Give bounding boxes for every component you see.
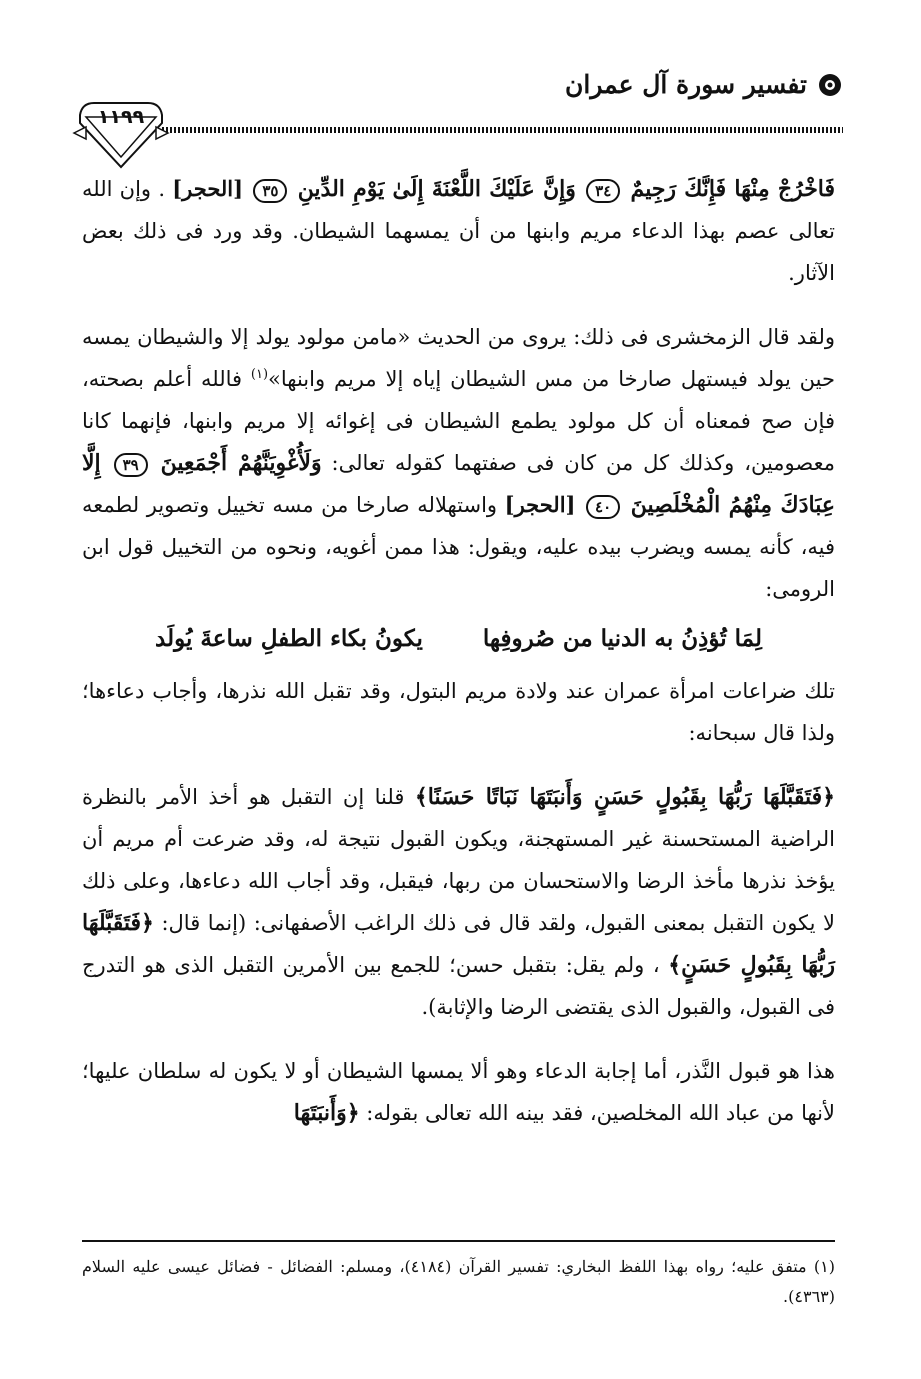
running-head — [565, 70, 843, 99]
paragraph-4 — [82, 776, 835, 1028]
paragraph-2 — [82, 316, 835, 610]
paragraph-text: ، ولم يقل: بتقبل حسن؛ للجمع بين الأمرين التقبل الذى هو التدرج فى القبول، والقبول الذى يقتضى الرضا والإثابة). — [82, 953, 835, 1019]
paragraph-1 — [82, 168, 835, 294]
quran-quote: وَإِنَّ عَلَيْكَ اللَّعْنَةَ إِلَىٰ يَوْمِ الدِّينِ — [297, 176, 576, 202]
surah-reference: [الحجر] — [172, 176, 244, 201]
ayah-number: ٤٠ — [586, 495, 620, 519]
paragraph-text: قلنا إن التقبل هو أخذ الأمر بالنظرة الراضية المستحسنة غير المستهجنة، ويكون القبول نتيجة له، وقد ضرعت أم مريم أن يؤخذ نذرها مأخذ الرضا والاستحسان من ربها، فيقبل، وقد أجاب الله دعاءها، وعلى ذلك لا يكون التقبل بمعنى القبول، ولقد قال فى ذلك الراغب الأصفهانى: (إنما قال: — [82, 785, 835, 935]
paragraph-3 — [82, 670, 835, 754]
surah-reference: [الحجر] — [504, 492, 576, 517]
ayah-number: ٣٤ — [586, 179, 620, 203]
ayah-number: ٣٩ — [114, 453, 148, 477]
paragraph-text: ولقد قال الزمخشرى فى ذلك: يروى من الحديث «مامن مولود يولد إلا والشيطان يمسه حين يولد فيستهل صارخا من مس الشيطان إياه إلا مريم وابنها» — [82, 325, 835, 391]
footnote-marker: (١) — [250, 367, 269, 382]
main-text — [82, 168, 835, 1134]
paragraph-text: هذا هو قبول النَّذر، أما إجابة الدعاء وهو ألا يمسها الشيطان أو لا يكون له سلطان عليها؛ لأنها من عباد الله المخلصين، فقد بينه الله تعالى بقوله: — [82, 1059, 835, 1125]
quran-quote: وَلَأُغْوِيَنَّهُمْ أَجْمَعِينَ — [160, 450, 322, 476]
footnote: (١) متفق عليه؛ رواه بهذا اللفظ البخاري: تفسير القرآن (٤١٨٤)، ومسلم: الفضائل - فضائل عيسى عليه السلام (٤٣٦٣). — [82, 1257, 836, 1306]
paragraph-text: فالله أعلم بصحته، فإن صح فمعناه أن كل مولود يطمع الشيطان فى إغوائه إلا مريم وابنها، فإنهما كانا معصومين، وكذلك كل من كان فى صفتهما كقوله تعالى: — [82, 367, 835, 475]
paragraph-text: واستهلاله صارخا من مسه تخييل وتصوير لطمعه فيه، كأنه يمسه ويضرب بيده عليه، ويقول: هذا ممن أغويه، ونحوه من التخييل قول ابن الرومى: — [82, 493, 835, 601]
ayah-number: ٣٥ — [253, 179, 287, 203]
page-number: ١١٩٩ — [97, 106, 145, 128]
quran-quote: ﴿فَتَقَبَّلَهَا رَبُّهَا بِقَبُولٍ حَسَنٍ وَأَنبَتَهَا نَبَاتًا حَسَنًا﴾ — [414, 784, 835, 810]
ornament-icon — [817, 72, 843, 98]
quran-quote: ﴿وَأَنبَتَهَا — [293, 1100, 360, 1126]
quran-quote: ﴿فَتَقَبَّلَهَا رَبُّهَا بِقَبُولٍ حَسَنٍ﴾ — [82, 910, 835, 978]
verse-hemistich-1: لِمَا تُؤذِنُ به الدنيا من صُروفِها — [482, 625, 762, 652]
paragraph-text: . وإن الله تعالى عصم بهذا الدعاء مريم وابنها من أن يمسهما الشيطان. وقد ورد فى ذلك بعض الآثار. — [82, 177, 835, 285]
header-rule — [162, 127, 843, 133]
verse-hemistich-2: يكونُ بكاء الطفلِ ساعةَ يُولَد — [155, 625, 423, 652]
quran-quote: فَاخْرُجْ مِنْهَا فَإِنَّكَ رَجِيمٌ — [630, 176, 836, 202]
paragraph-5 — [82, 1050, 835, 1134]
running-title: تفسير سورة آل عمران — [565, 70, 807, 99]
paragraph-text: تلك ضراعات امرأة عمران عند ولادة مريم البتول، وقد تقبل الله نذرها، وأجاب دعاءها؛ ولذا قال سبحانه: — [82, 679, 835, 745]
poetry-verse — [82, 616, 835, 662]
footnote-rule — [82, 1240, 835, 1242]
quran-quote: إِلَّا عِبَادَكَ مِنْهُمُ الْمُخْلَصِينَ — [82, 450, 835, 518]
